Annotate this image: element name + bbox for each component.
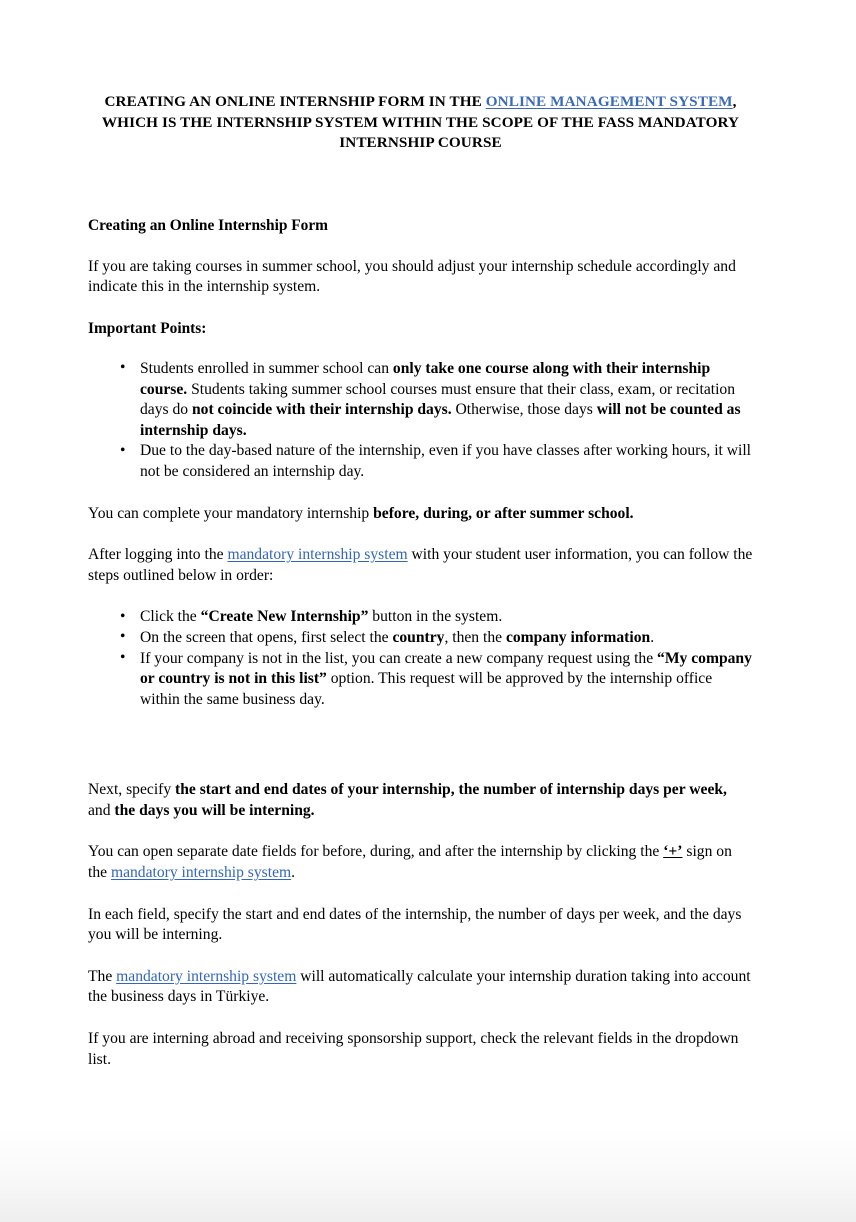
text-run: You can complete your mandatory internship bbox=[88, 504, 374, 522]
text-run: Click the bbox=[140, 608, 201, 626]
text-run: Students taking summer school courses must ensure that their class, exam, or recitation days do bbox=[140, 380, 736, 419]
text-run-bold: country bbox=[392, 628, 445, 646]
spacer bbox=[88, 586, 753, 607]
mandatory-internship-system-link[interactable]: mandatory internship system bbox=[116, 967, 297, 985]
page-title bbox=[88, 92, 753, 154]
text-run-bold: the start and end dates of your internship, the number of internship days per week, bbox=[175, 781, 727, 799]
online-management-system-link[interactable]: ONLINE MANAGEMENT SYSTEM bbox=[485, 93, 733, 110]
text-run: sign on the bbox=[88, 843, 732, 882]
list-item bbox=[88, 628, 753, 649]
mandatory-internship-system-link[interactable]: mandatory internship system bbox=[227, 546, 408, 564]
text-run: Next, specify bbox=[88, 781, 176, 799]
text-run: After logging into the bbox=[88, 546, 228, 564]
paragraph-next-specify bbox=[88, 780, 753, 821]
page-bottom-edge-shadow bbox=[0, 1127, 856, 1222]
paragraph-duration-calculation bbox=[88, 967, 753, 1008]
text-run: . bbox=[650, 628, 655, 646]
spacer bbox=[88, 821, 753, 842]
text-run: You can open separate date fields for before, during, and after the internship by clicking the bbox=[88, 843, 664, 861]
text-run-bold: before, during, or after summer school. bbox=[373, 504, 634, 522]
text-run: Students enrolled in summer school can bbox=[140, 359, 393, 377]
spacer-large bbox=[88, 710, 753, 780]
text-run-bold: only take one course along with their internship course. bbox=[140, 359, 711, 398]
list-item bbox=[88, 359, 753, 441]
text-run: option. This request will be approved by the internship office within the same business day. bbox=[140, 670, 713, 708]
text-run: and bbox=[88, 801, 115, 819]
list-item bbox=[88, 607, 753, 628]
heading-important-points: Important Points: bbox=[88, 319, 207, 337]
spacer bbox=[88, 524, 753, 545]
text-run: Due to the day-based nature of the internship, even if you have classes after working hours, it will not be considered an internship day. bbox=[140, 442, 752, 480]
spacer bbox=[88, 483, 753, 504]
spacer bbox=[88, 298, 753, 319]
paragraph-separate-date-fields bbox=[88, 842, 753, 883]
paragraph-each-field: In each field, specify the start and end dates of the internship, the number of days per week, and the days you will be interning. bbox=[88, 905, 742, 944]
text-run-bold: not coincide with their internship days. bbox=[191, 401, 452, 419]
text-run: On the screen that opens, first select the bbox=[140, 628, 393, 646]
paragraph-summer-school: If you are taking courses in summer school, you should adjust your internship schedule accordingly and indicate this in the internship system. bbox=[88, 257, 736, 296]
spacer bbox=[88, 884, 753, 905]
mandatory-internship-system-link[interactable]: mandatory internship system bbox=[110, 864, 292, 882]
paragraph-complete-internship bbox=[88, 504, 753, 525]
page-title-lead: CREATING AN ONLINE INTERNSHIP FORM IN THE bbox=[104, 93, 486, 110]
list-item bbox=[88, 441, 753, 482]
text-run: , then the bbox=[444, 628, 506, 646]
text-run-bold: the days you will be interning. bbox=[114, 801, 315, 819]
text-run-bold: “My company or country is not in this list” bbox=[140, 649, 752, 688]
paragraph-after-login bbox=[88, 545, 753, 586]
important-points-list bbox=[88, 359, 753, 483]
text-run: will automatically calculate your internship duration taking into account the business days in Türkiye. bbox=[88, 967, 751, 1006]
spacer bbox=[88, 946, 753, 967]
steps-list bbox=[88, 607, 753, 710]
text-run: The bbox=[88, 967, 117, 985]
text-run-bold: company information bbox=[505, 628, 651, 646]
document-content bbox=[88, 92, 753, 1070]
text-run-bold: will not be counted as internship days. bbox=[140, 401, 741, 439]
text-run: with your student user information, you can follow the steps outlined below in order: bbox=[88, 546, 753, 584]
text-run: Otherwise, those days bbox=[451, 401, 597, 419]
spacer bbox=[88, 339, 753, 359]
text-run: . bbox=[291, 864, 296, 882]
text-run: button in the system. bbox=[368, 608, 503, 626]
text-run: If your company is not in the list, you can create a new company request using the bbox=[140, 649, 658, 667]
spacer bbox=[88, 1008, 753, 1029]
list-item bbox=[88, 649, 753, 711]
spacer bbox=[88, 154, 753, 216]
plus-sign-token[interactable]: ‘+’ bbox=[663, 843, 683, 861]
text-run-bold: “Create New Internship” bbox=[200, 608, 369, 626]
spacer bbox=[88, 236, 753, 257]
heading-creating-form: Creating an Online Internship Form bbox=[88, 216, 328, 234]
page-title-tail: , WHICH IS THE INTERNSHIP SYSTEM WITHIN THE SCOPE OF THE FASS MANDATORY INTERNSHIP COURSE bbox=[101, 93, 740, 152]
paragraph-abroad-sponsorship: If you are interning abroad and receiving sponsorship support, check the relevant fields in the dropdown list. bbox=[88, 1030, 739, 1068]
